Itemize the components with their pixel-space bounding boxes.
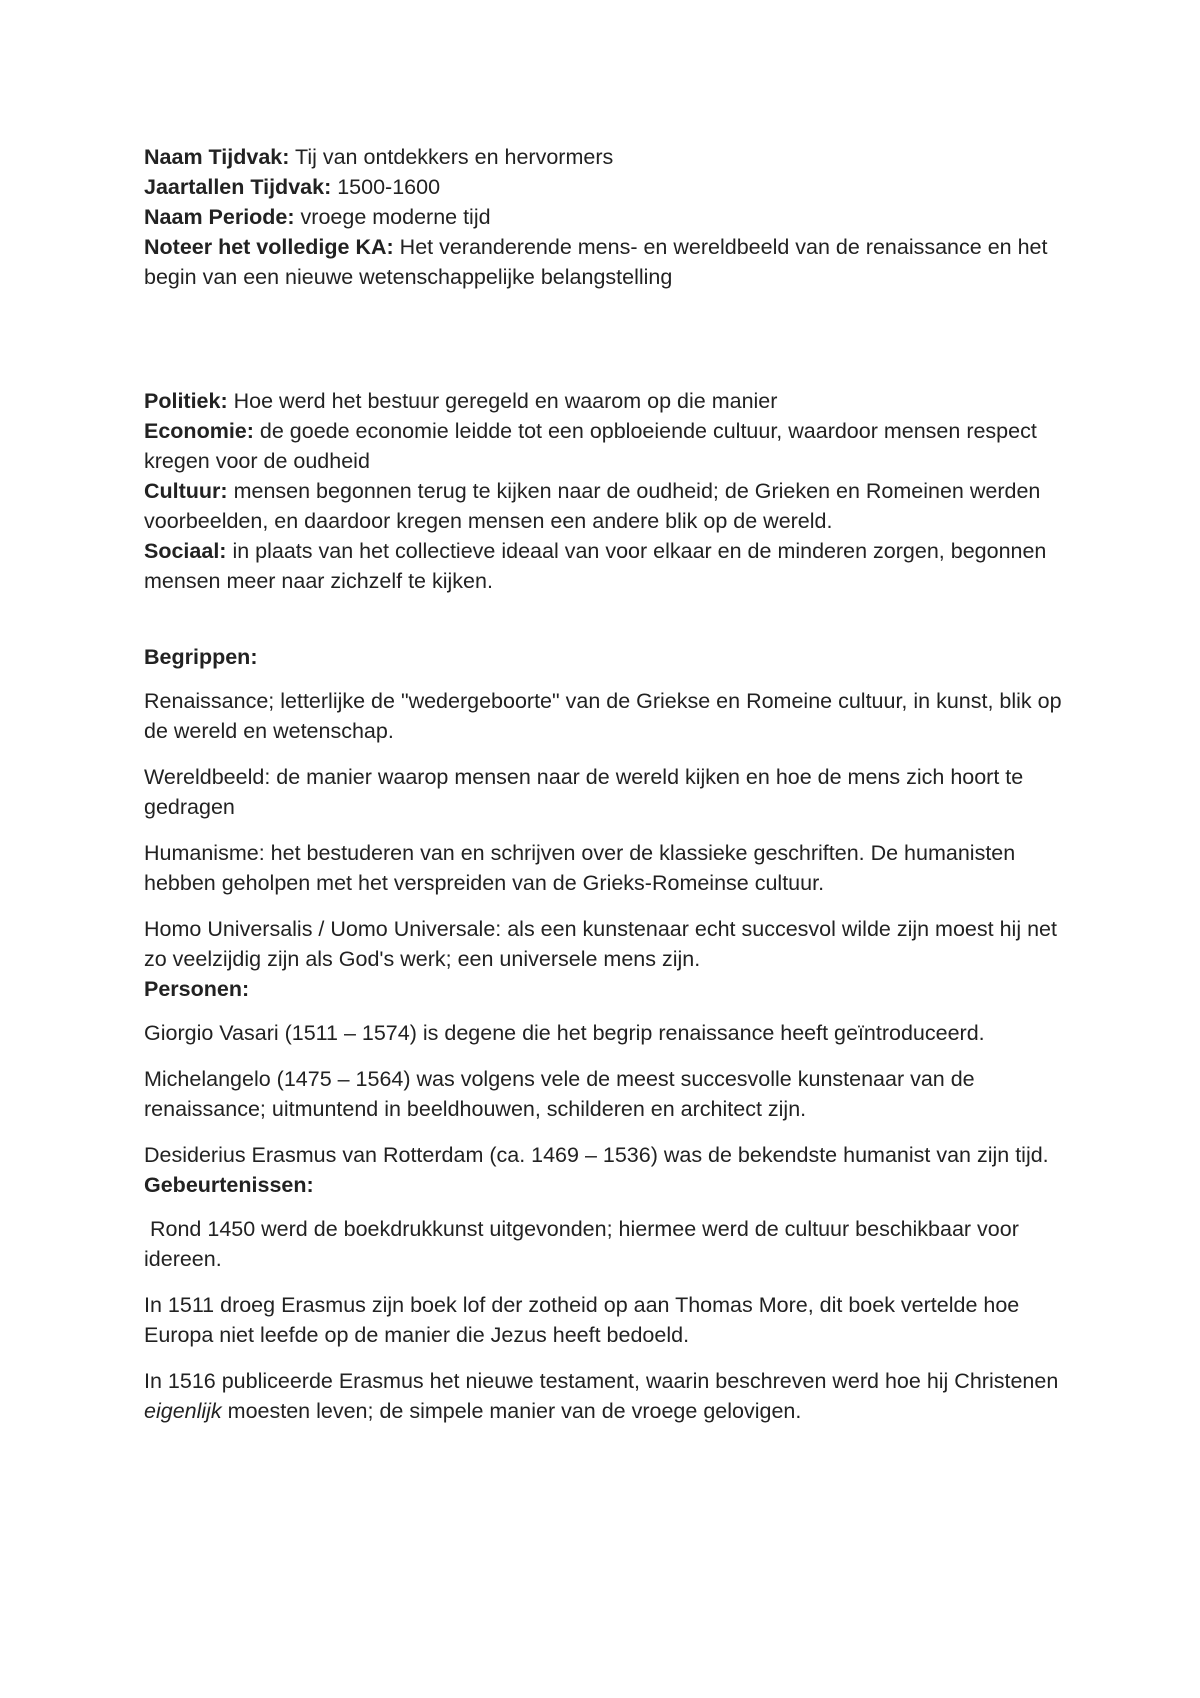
gebeurtenis-item-last xyxy=(144,1366,1064,1426)
economie-row xyxy=(144,416,1064,476)
persoon-item: Giorgio Vasari (1511 – 1574) is degene die het begrip renaissance heeft geïntroduceerd. xyxy=(144,1021,985,1045)
begrip-item: Renaissance; letterlijke de "wedergeboorte" van de Griekse en Romeine cultuur, in kunst, blik op de wereld en wetenschap. xyxy=(144,689,1062,743)
naam-tijdvak-row xyxy=(144,142,1064,172)
ka-label: Noteer het volledige KA: xyxy=(144,235,394,259)
gebeurtenis-emphasis: eigenlijk xyxy=(144,1399,222,1423)
sociaal-value: in plaats van het collectieve ideaal van voor elkaar en de minderen zorgen, begonnen mensen meer naar zichzelf te kijken. xyxy=(144,539,1047,593)
politiek-row xyxy=(144,386,1064,416)
begrip-item: Humanisme: het bestuderen van en schrijven over de klassieke geschriften. De humanisten hebben geholpen met het verspreiden van de Grieks-Romeinse cultuur. xyxy=(144,841,1016,895)
naam-tijdvak-value: Tij van ontdekkers en hervormers xyxy=(294,145,614,169)
persoon-item: Michelangelo (1475 – 1564) was volgens vele de meest succesvolle kunstenaar van de renaissance; uitmuntend in beeldhouwen, schilderen en architect zijn. xyxy=(144,1067,975,1121)
begrippen-heading: Begrippen: xyxy=(144,645,258,669)
sociaal-row xyxy=(144,536,1064,596)
spacer xyxy=(144,292,1064,386)
spacer xyxy=(144,626,1064,642)
politiek-value: Hoe werd het bestuur geregeld en waarom op die manier xyxy=(233,389,778,413)
gebeurtenis-text-after: moesten leven; de simpele manier van de vroege gelovigen. xyxy=(221,1399,802,1423)
document-page xyxy=(144,142,1064,1426)
cultuur-label: Cultuur: xyxy=(144,479,228,503)
ka-value: Het veranderende mens- en wereldbeeld van de renaissance en het begin van een nieuwe wetenschappelijke belangstelling xyxy=(144,235,1048,289)
cultuur-value: mensen begonnen terug te kijken naar de oudheid; de Grieken en Romeinen werden voorbeelden, en daardoor kregen mensen een andere blik op de wereld. xyxy=(144,479,1041,533)
persoon-item: Desiderius Erasmus van Rotterdam (ca. 1469 – 1536) was de bekendste humanist van zijn tijd. xyxy=(144,1143,1049,1167)
economie-value: de goede economie leidde tot een opbloeiende cultuur, waardoor mensen respect kregen voor de oudheid xyxy=(144,419,1037,473)
cultuur-row xyxy=(144,476,1064,536)
gebeurtenis-item: In 1511 droeg Erasmus zijn boek lof der zotheid op aan Thomas More, dit boek vertelde hoe Europa niet leefde op de manier die Jezus heeft bedoeld. xyxy=(144,1293,1020,1347)
gebeurtenissen-section xyxy=(144,1170,1064,1426)
aspects-block xyxy=(144,386,1064,596)
jaartallen-value: 1500-1600 xyxy=(337,175,441,199)
begrip-item: Homo Universalis / Uomo Universale: als een kunstenaar echt succesvol wilde zijn moest hij net zo veelzijdig zijn als God's werk; een universele mens zijn. xyxy=(144,917,1057,971)
spacer xyxy=(144,596,1064,626)
naam-periode-row xyxy=(144,202,1064,232)
jaartallen-row xyxy=(144,172,1064,202)
personen-section xyxy=(144,974,1064,1170)
naam-tijdvak-label: Naam Tijdvak: xyxy=(144,145,290,169)
naam-periode-label: Naam Periode: xyxy=(144,205,295,229)
ka-row xyxy=(144,232,1064,292)
naam-periode-value: vroege moderne tijd xyxy=(300,205,491,229)
gebeurtenissen-heading: Gebeurtenissen: xyxy=(144,1173,314,1197)
header-block xyxy=(144,142,1064,292)
economie-label: Economie: xyxy=(144,419,254,443)
gebeurtenis-item: Rond 1450 werd de boekdrukkunst uitgevonden; hiermee werd de cultuur beschikbaar voor idereen. xyxy=(144,1217,1025,1271)
jaartallen-label: Jaartallen Tijdvak: xyxy=(144,175,332,199)
personen-heading: Personen: xyxy=(144,977,250,1001)
sociaal-label: Sociaal: xyxy=(144,539,227,563)
begrip-item: Wereldbeeld: de manier waarop mensen naar de wereld kijken en hoe de mens zich hoort te gedragen xyxy=(144,765,1024,819)
gebeurtenis-text-before: In 1516 publiceerde Erasmus het nieuwe testament, waarin beschreven werd hoe hij Christenen xyxy=(144,1369,1059,1393)
begrippen-section xyxy=(144,642,1064,974)
politiek-label: Politiek: xyxy=(144,389,228,413)
